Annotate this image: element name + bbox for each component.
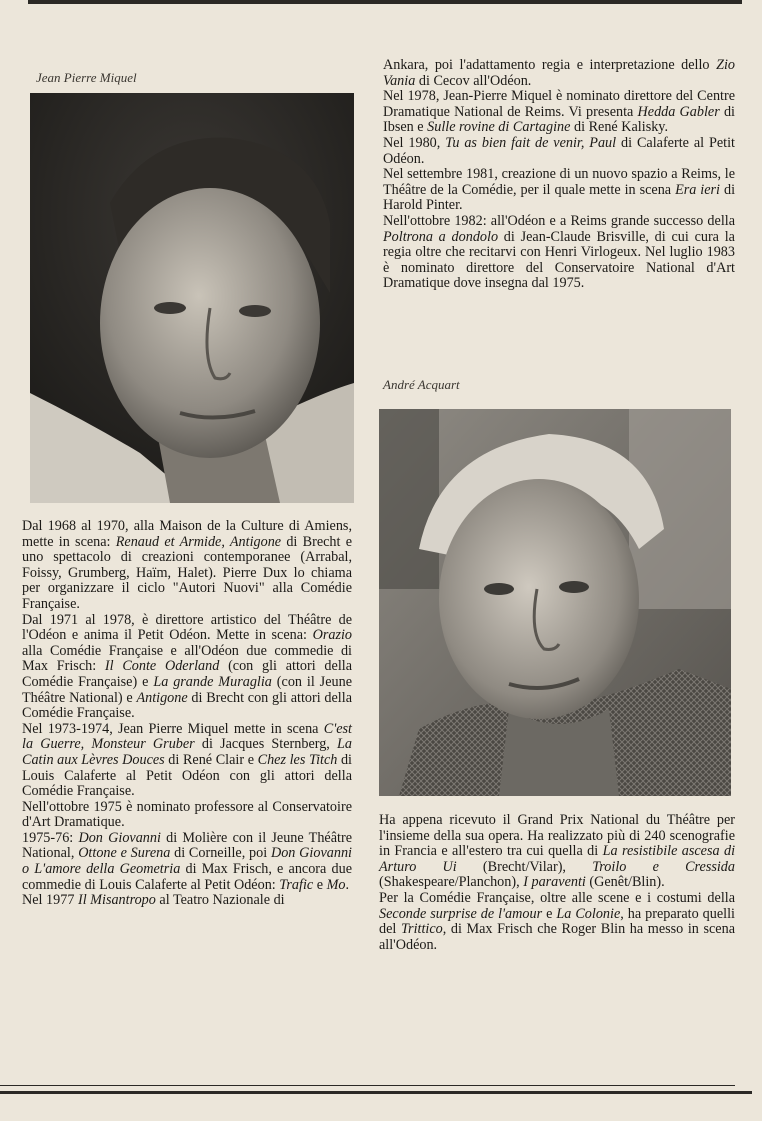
photo-acquart — [379, 409, 731, 796]
text-run: Nel 1978, Jean-Pierre Miquel è nominato direttore del Centre Dramatique National de Reims. Vi presenta — [383, 88, 735, 120]
miquel-bio-cont-paragraph — [383, 136, 735, 167]
work-title: La Catin aux Lèvres Douces — [22, 736, 353, 768]
text-run: Per la Comédie Française, oltre alle scene e i costumi della — [379, 889, 735, 906]
text-run: Nel 1980, — [383, 134, 446, 151]
text-run: di Brecht con gli attori della Comédie Française. — [22, 689, 352, 722]
work-title: Era ieri — [675, 181, 721, 198]
work-title: I paraventi — [523, 874, 586, 891]
miquel-bio-paragraph — [22, 831, 352, 893]
text-run: Nel 1977 — [22, 892, 78, 909]
caption-miquel: Jean Pierre Miquel — [36, 70, 137, 85]
miquel-bio-paragraph — [22, 722, 352, 800]
work-title: Il Misantropo — [77, 892, 156, 909]
text-run: . — [345, 876, 350, 893]
text-run: di Cecov all'Odéon. — [415, 72, 532, 89]
text-run: alla Comédie Française e all'Odéon due commedie di Max Frisch: — [22, 642, 352, 675]
text-run: Ha appena ricevuto il Grand Prix National du Théâtre per l'insieme della sua opera. Ha realizzato più di 240 scenografie in Francia e all'estero tra cui quella di — [379, 812, 735, 860]
bottom-rule-thin — [0, 1085, 735, 1086]
work-title: Orazio — [312, 627, 352, 644]
work-title: Troilo e Cressida — [592, 858, 735, 875]
bio-miquel-continued-text — [383, 58, 735, 292]
work-title: Zio Vania — [383, 57, 735, 89]
text-run: Nel settembre 1981, creazione di un nuovo spazio a Reims, le Théâtre de la Comédie, per il quale mette in scena — [383, 166, 735, 198]
text-run: di Molière con il Jeune Théâtre National, — [22, 829, 352, 862]
acquart-bio-paragraph — [379, 891, 735, 953]
text-run: Nell'ottobre 1975 è nominato professore al Conservatoire d'Art Dramatique. — [22, 798, 352, 831]
miquel-bio-cont-paragraph — [383, 58, 735, 89]
text-run: (Genêt/Blin). — [585, 874, 665, 891]
work-title: Hedda Gabler — [637, 103, 720, 120]
text-run: al Teatro Nazionale di — [155, 892, 285, 909]
text-run: Nel 1973-1974, Jean Pierre Miquel mette in scena — [22, 720, 324, 737]
text-run: di Louis Calaferte al Petit Odéon con gli attori della Comédie Française. — [22, 751, 352, 800]
work-title: Tu as bien fait de venir, Paul — [445, 134, 617, 151]
text-run: di Jean-Claude Brisville, di cui cura la regia oltre che recitarvi con Henri Virlogeux. Nel luglio 1983 è nominato direttore del Conservatoire National d'Art Dramatique dove insegna dal 1975. — [383, 228, 735, 292]
text-run: di Max Frisch, e ancora due commedie di Louis Calaferte al Petit Odéon: — [22, 861, 352, 893]
work-title: Trittico — [400, 921, 443, 938]
miquel-bio-paragraph — [22, 800, 352, 831]
miquel-bio-cont-paragraph — [383, 214, 735, 292]
miquel-bio-paragraph — [22, 613, 352, 722]
text-run: (Brecht/Vilar), — [456, 858, 593, 875]
work-title: Don Giovanni o L'amore della Geometria — [22, 845, 352, 878]
miquel-bio-cont-paragraph — [383, 89, 735, 136]
text-run: Ankara, poi l'adattamento regia e interpretazione dello — [383, 57, 717, 73]
text-run: di René Kalisky. — [570, 119, 669, 136]
text-run: , ha preparato quelli del — [379, 905, 735, 938]
work-title: La grande Muraglia — [153, 673, 272, 690]
acquart-bio-paragraph — [379, 813, 735, 891]
work-title: La resistibile ascesa di Arturo Ui — [379, 843, 736, 875]
miquel-bio-paragraph — [22, 519, 352, 613]
text-run: di Harold Pinter. — [383, 181, 736, 214]
text-run: Dal 1968 al 1970, alla Maison de la Culture di Amiens, mette in scena: — [22, 518, 352, 550]
work-title: La Colonie — [556, 905, 621, 922]
miquel-bio-paragraph — [22, 893, 352, 909]
text-run: 1975-76: — [22, 829, 79, 846]
portrait-acquart-graphic — [379, 409, 731, 796]
work-title: C'est la Guerre, Monsteur Gruber — [22, 720, 352, 753]
portrait-miquel-graphic — [30, 93, 354, 503]
text-run: di Ibsen e — [383, 103, 735, 136]
text-run: (con gli attori della Comédie Française) e — [22, 658, 352, 690]
bio-acquart-text — [379, 813, 735, 953]
caption-acquart: André Acquart — [383, 377, 460, 392]
text-run: , di Max Frisch che Roger Blin ha messo in scena all'Odéon. — [379, 921, 735, 953]
text-run: di Corneille, poi — [170, 845, 271, 862]
work-title: Il Conte Oderland — [104, 658, 220, 675]
text-run: (Shakespeare/Planchon), — [379, 874, 524, 891]
bio-miquel-text — [22, 519, 352, 909]
text-run: di Jacques Sternberg, — [194, 736, 338, 753]
miquel-bio-cont-paragraph — [383, 167, 735, 214]
text-run: di Calaferte al Petit Odéon. — [383, 134, 735, 167]
top-rule — [28, 0, 742, 4]
text-run: di René Clair e — [164, 751, 258, 768]
work-title: Renaud et Armide, Antigone — [115, 533, 282, 550]
work-title: Don Giovanni — [78, 829, 161, 846]
photo-miquel — [30, 93, 354, 503]
text-run: Dal 1971 al 1978, è direttore artistico del Théâtre de l'Odéon e anima il Petit Odéon. Mette in scena: — [22, 611, 352, 644]
text-run: e — [313, 876, 327, 893]
text-run: Nell'ottobre 1982: all'Odéon e a Reims grande successo della — [383, 212, 735, 229]
text-run: (con il Jeune Théâtre National) e — [22, 673, 352, 706]
work-title: Chez les Titch — [257, 751, 338, 768]
work-title: Trafic — [279, 876, 314, 893]
work-title: Mo — [326, 876, 346, 893]
work-title: Ottone e Surena — [78, 845, 171, 862]
text-run: e — [542, 905, 557, 922]
bottom-rule-thick — [0, 1091, 752, 1094]
work-title: Poltrona a dondolo — [383, 228, 499, 245]
text-run: di Brecht e uno spettacolo di creazioni contemporanee (Arrabal, Foissy, Grumberg, Haïm, Halet). Pierre Dux lo chiama per organizzare il ciclo "Autori Nuovi" alla Comédie Française. — [22, 533, 352, 612]
work-title: Antigone — [136, 689, 188, 706]
work-title: Seconde surprise de l'amour — [379, 905, 543, 922]
work-title: Sulle rovine di Cartagine — [427, 119, 571, 136]
